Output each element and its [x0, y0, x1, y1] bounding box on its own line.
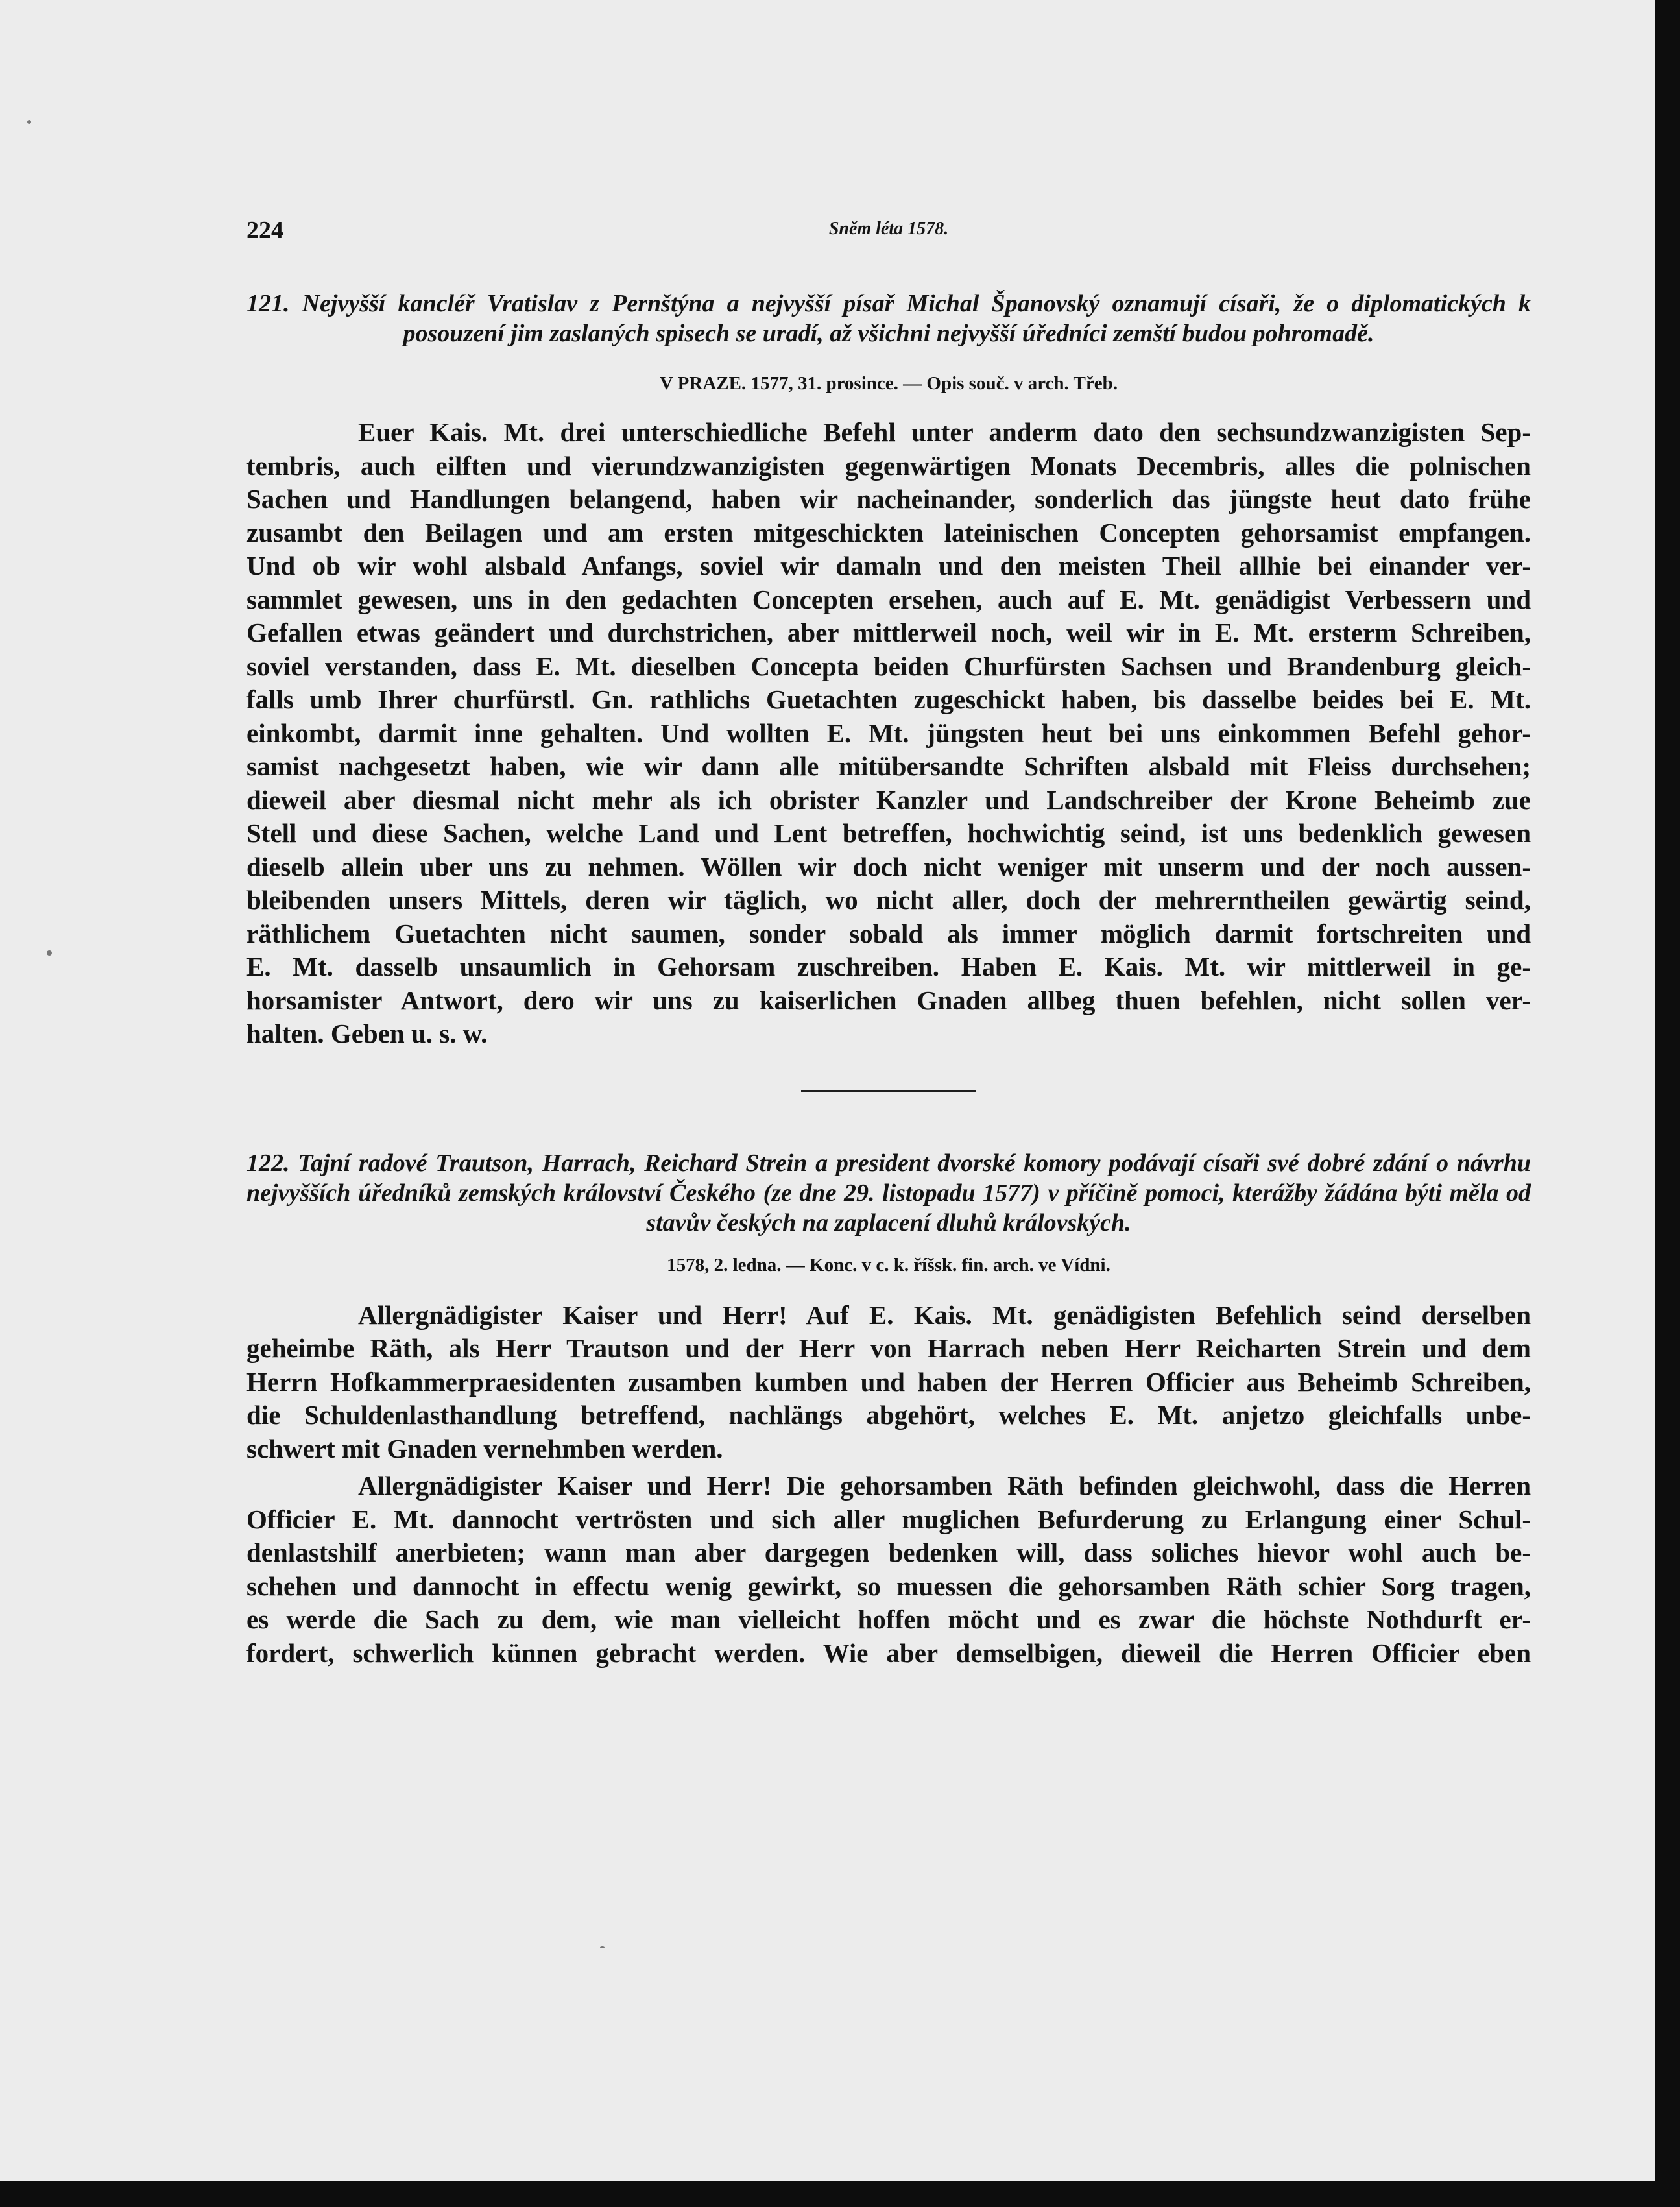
text-line: geheimbe Räth, als Herr Trautson und der Herr von Harrach neben Herr Reicharten Strein und dem [246, 1333, 1531, 1363]
text-line: falls umb Ihrer churfürstl. Gn. rathlichs Guetachten zugeschickt haben, bis dasselbe beides bei E. Mt. [246, 684, 1531, 714]
document-121-paragraph [246, 416, 1531, 1051]
text-line: Euer Kais. Mt. drei unterschiedliche Befehl unter anderm dato den sechsundzwanzigisten Sep- [358, 417, 1531, 447]
text-line: Herrn Hofkammerpraesidenten zusamben kumben und haben der Herren Officier aus Beheimb Schreiben, [246, 1366, 1531, 1397]
document-121-source: V PRAZE. 1577, 31. prosince. — Opis souč. v arch. Třeb. [660, 373, 1118, 394]
text-line: Gefallen etwas geändert und durchstrichen, aber mittlerweil noch, weil wir in E. Mt. ersterm Schreiben, [246, 618, 1531, 647]
scan-speck [27, 120, 31, 124]
text-line: sammlet gewesen, uns in den gedachten Concepten ersehen, auch auf E. Mt. genädigist Verbessern und [246, 584, 1531, 614]
text-line: denlastshilf anerbieten; wann man aber dargegen bedenken will, dass soliches hievor wohl auch be- [246, 1538, 1531, 1567]
section-separator [801, 1090, 976, 1092]
text-line: dieselb allein uber uns zu nehmen. Wöllen wir doch nicht weniger mit unserm und der noch aussen- [246, 851, 1531, 882]
text-line: tembris, auch eilften und vierundzwanzigisten gegenwärtigen Monats Decembris, alles die polnischen [246, 450, 1531, 481]
text-line: E. Mt. dasselb unsaumlich in Gehorsam zuschreiben. Haben E. Kais. Mt. wir mittlerweil in ge- [246, 952, 1531, 982]
text-line: bleibenden unsers Mittels, deren wir täglich, wo nicht aller, doch der mehrerntheilen gewärtig seind, [246, 885, 1531, 915]
text-block [246, 211, 1531, 1670]
document-122-heading: 122. Tajní radové Trautson, Harrach, Reichard Strein a president dvorské komory podávají císaři své dobré zdání o návrhu nejvyšších úředníků zemských království Českého (ze dne 29. listopadu 1577) v příčině pomoci, kterážby žádána býti měla od stavův českých na zaplacení dluhů královských. [246, 1149, 1531, 1236]
text-line: einkombt, darmit inne gehalten. Und wollten E. Mt. jüngsten heut bei uns einkommen Befehl gehor- [246, 718, 1531, 748]
text-line: Sachen und Handlungen belangend, haben wir nacheinander, sonderlich das jüngste heut dato frühe [246, 484, 1531, 514]
text-line: horsamister Antwort, dero wir uns zu kaiserlichen Gnaden allbeg thuen befehlen, nicht sollen ver- [246, 985, 1531, 1015]
scan-speck [47, 950, 52, 956]
text-line: halten. Geben u. s. w. [246, 1019, 488, 1048]
text-line: zusambt den Beilagen und am ersten mitgeschickten lateinischen Concepten gehorsamist empfangen. [246, 517, 1531, 548]
document-121-heading: 121. Nejvyšší kancléř Vratislav z Pernštýna a nejvyšší písař Michal Španovský oznamují císaři, že o diplomatických k posouzení jim zaslaných spisech se uradí, až všichni nejvyšší úředníci zemští budou pohromadě. [246, 290, 1531, 347]
document-122-paragraph [246, 1469, 1531, 1670]
text-line: fordert, schwerlich künnen gebracht werden. Wie aber demselbigen, dieweil die Herren Officier eben [246, 1637, 1531, 1668]
text-line: samist nachgesetzt haben, wie wir dann alle mitübersandte Schriften alsbald mit Fleiss durchsehen; [246, 751, 1531, 781]
text-line: Und ob wir wohl alsbald Anfangs, soviel wir damaln und den meisten Theil allhie bei einander ver- [246, 551, 1531, 581]
text-line: schehen und dannocht in effectu wenig gewirkt, so muessen die gehorsamben Räth schier Sorg tragen, [246, 1571, 1531, 1601]
running-title: Sněm léta 1578. [828, 219, 949, 239]
running-header [246, 211, 1531, 256]
text-line: die Schuldenlasthandlung betreffend, nachlängs abgehört, welches E. Mt. anjetzo gleichfalls unbe- [246, 1400, 1531, 1430]
text-line: es werde die Sach zu dem, wie man vielleicht hoffen möcht und es zwar die höchste Nothdurft er- [246, 1604, 1531, 1634]
scan-speck [600, 1946, 605, 1948]
text-line: dieweil aber diesmal nicht mehr als ich obrister Kanzler und Landschreiber der Krone Beheimb zue [246, 784, 1531, 815]
text-line: soviel verstanden, dass E. Mt. dieselben Concepta beiden Churfürsten Sachsen und Brandenburg gleich- [246, 651, 1531, 681]
text-line: Allergnädigister Kaiser und Herr! Die gehorsamben Räth befinden gleichwohl, dass die Herren [358, 1471, 1531, 1501]
document-122-source: 1578, 2. ledna. — Konc. v c. k. říšsk. fin. arch. ve Vídni. [667, 1254, 1110, 1275]
document-122-paragraph [246, 1299, 1531, 1466]
text-line: Stell und diese Sachen, welche Land und Lent betreffen, hochwichtig seind, ist uns bedenklich gewesen [246, 818, 1531, 848]
text-line: Allergnädigister Kaiser und Herr! Auf E. Kais. Mt. genädigisten Befehlich seind derselben [358, 1299, 1531, 1330]
text-line: schwert mit Gnaden vernehmben werden. [246, 1433, 723, 1464]
page-number: 224 [246, 217, 283, 244]
text-line: Officier E. Mt. dannocht vertrösten und sich aller muglichen Befurderung zu Erlangung einer Schul- [246, 1504, 1531, 1534]
text-line: räthlichem Guetachten nicht saumen, sonder sobald als immer möglich darmit fortschreiten und [246, 918, 1531, 948]
